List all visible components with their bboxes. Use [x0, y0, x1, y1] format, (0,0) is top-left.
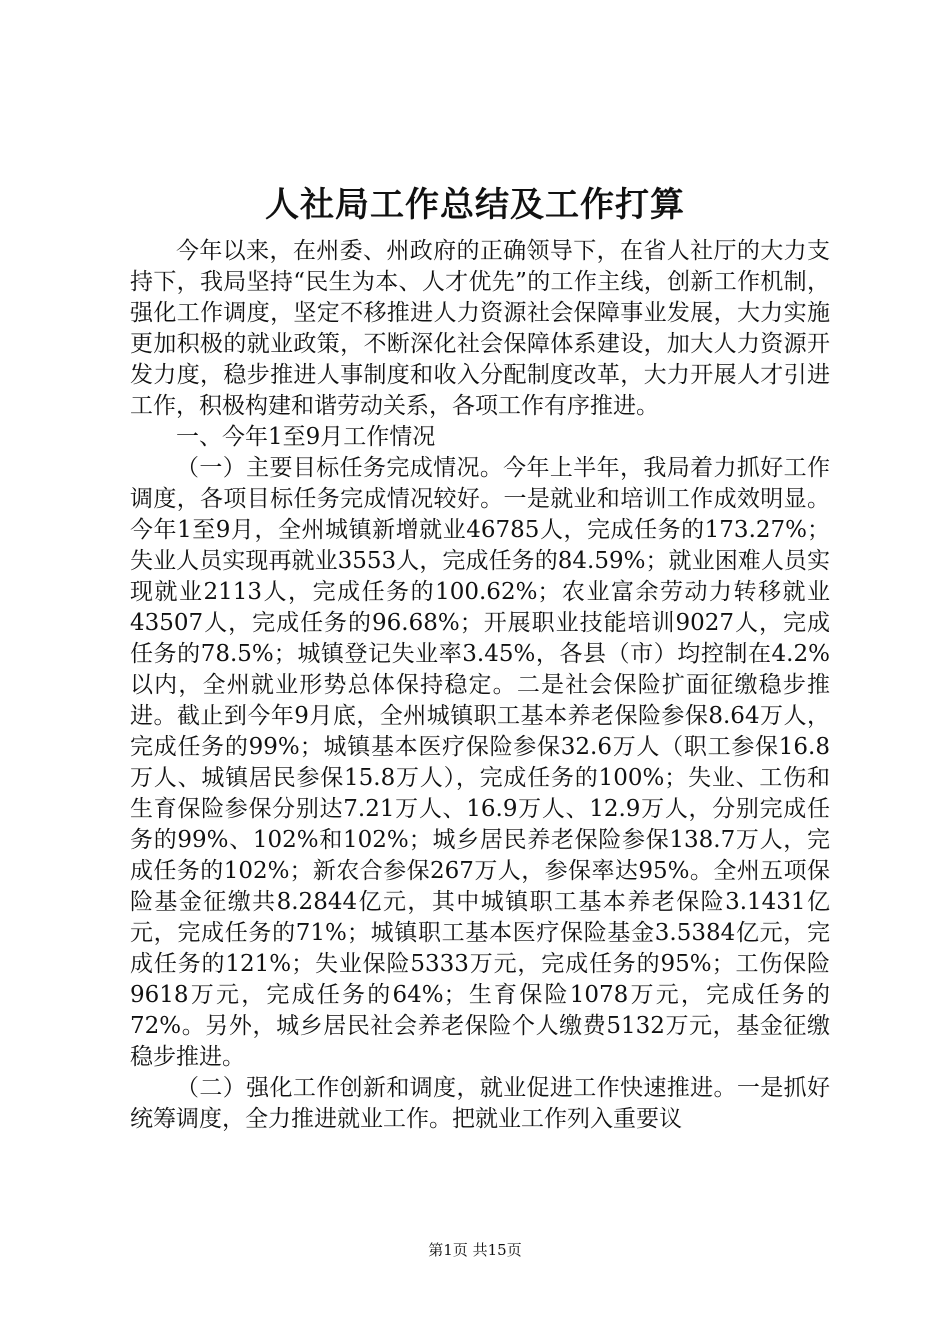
- page-number-footer: 第1页 共15页: [428, 1241, 522, 1259]
- document-title: 人社局工作总结及工作打算: [265, 185, 685, 225]
- paragraph-innovation: （二）强化工作创新和调度，就业促进工作快速推进。一是抓好统筹调度，全力推进就业工作。把就业工作列入重要议: [130, 1075, 830, 1132]
- section-heading: 一、今年1至9月工作情况: [176, 424, 436, 450]
- paragraph-targets: （一）主要目标任务完成情况。今年上半年，我局着力抓好工作调度，各项目标任务完成情况较好。一是就业和培训工作成效明显。今年1至9月，全州城镇新增就业46785人，完成任务的173.27%；失业人员实现再就业3553人，完成任务的84.59%；就业困难人员实现就业2113人，完成任务的100.62%；农业富余劳动力转移就业43507人，完成任务的96.68%；开展职业技能培训9027人，完成任务的78.5%；城镇登记失业率3.45%，各县（市）均控制在4.2%以内，全州就业形势总体保持稳定。二是社会保险扩面征缴稳步推进。截止到今年9月底，全州城镇职工基本养老保险参保8.64万人，完成任务的99%；城镇基本医疗保险参保32.6万人（职工参保16.8万人、城镇居民参保15.8万人），完成任务的100%；失业、工伤和生育保险参保分别达7.21万人、16.9万人、12.9万人，分别完成任务的99%、102%和102%；城乡居民养老保险参保138.7万人，完成任务的102%；新农合参保267万人，参保率达95%。全州五项保险基金征缴共8.2844亿元，其中城镇职工基本养老保险3.1431亿元，完成任务的71%；城镇职工基本医疗保险基金3.5384亿元，完成任务的121%；失业保险5333万元，完成任务的95%；工伤保险9618万元，完成任务的64%；生育保险1078万元，完成任务的72%。另外，城乡居民社会养老保险个人缴费5132万元，基金征缴稳步推进。: [130, 455, 830, 1070]
- paragraph-intro: 今年以来，在州委、州政府的正确领导下，在省人社厅的大力支持下，我局坚持“民生为本、人才优先”的工作主线，创新工作机制，强化工作调度，坚定不移推进人力资源社会保障事业发展，大力实施更加积极的就业政策，不断深化社会保障体系建设，加大人力资源开发力度，稳步推进人事制度和收入分配制度改革，大力开展人才引进工作，积极构建和谐劳动关系，各项工作有序推进。: [130, 238, 830, 419]
- document-body: [130, 236, 830, 1135]
